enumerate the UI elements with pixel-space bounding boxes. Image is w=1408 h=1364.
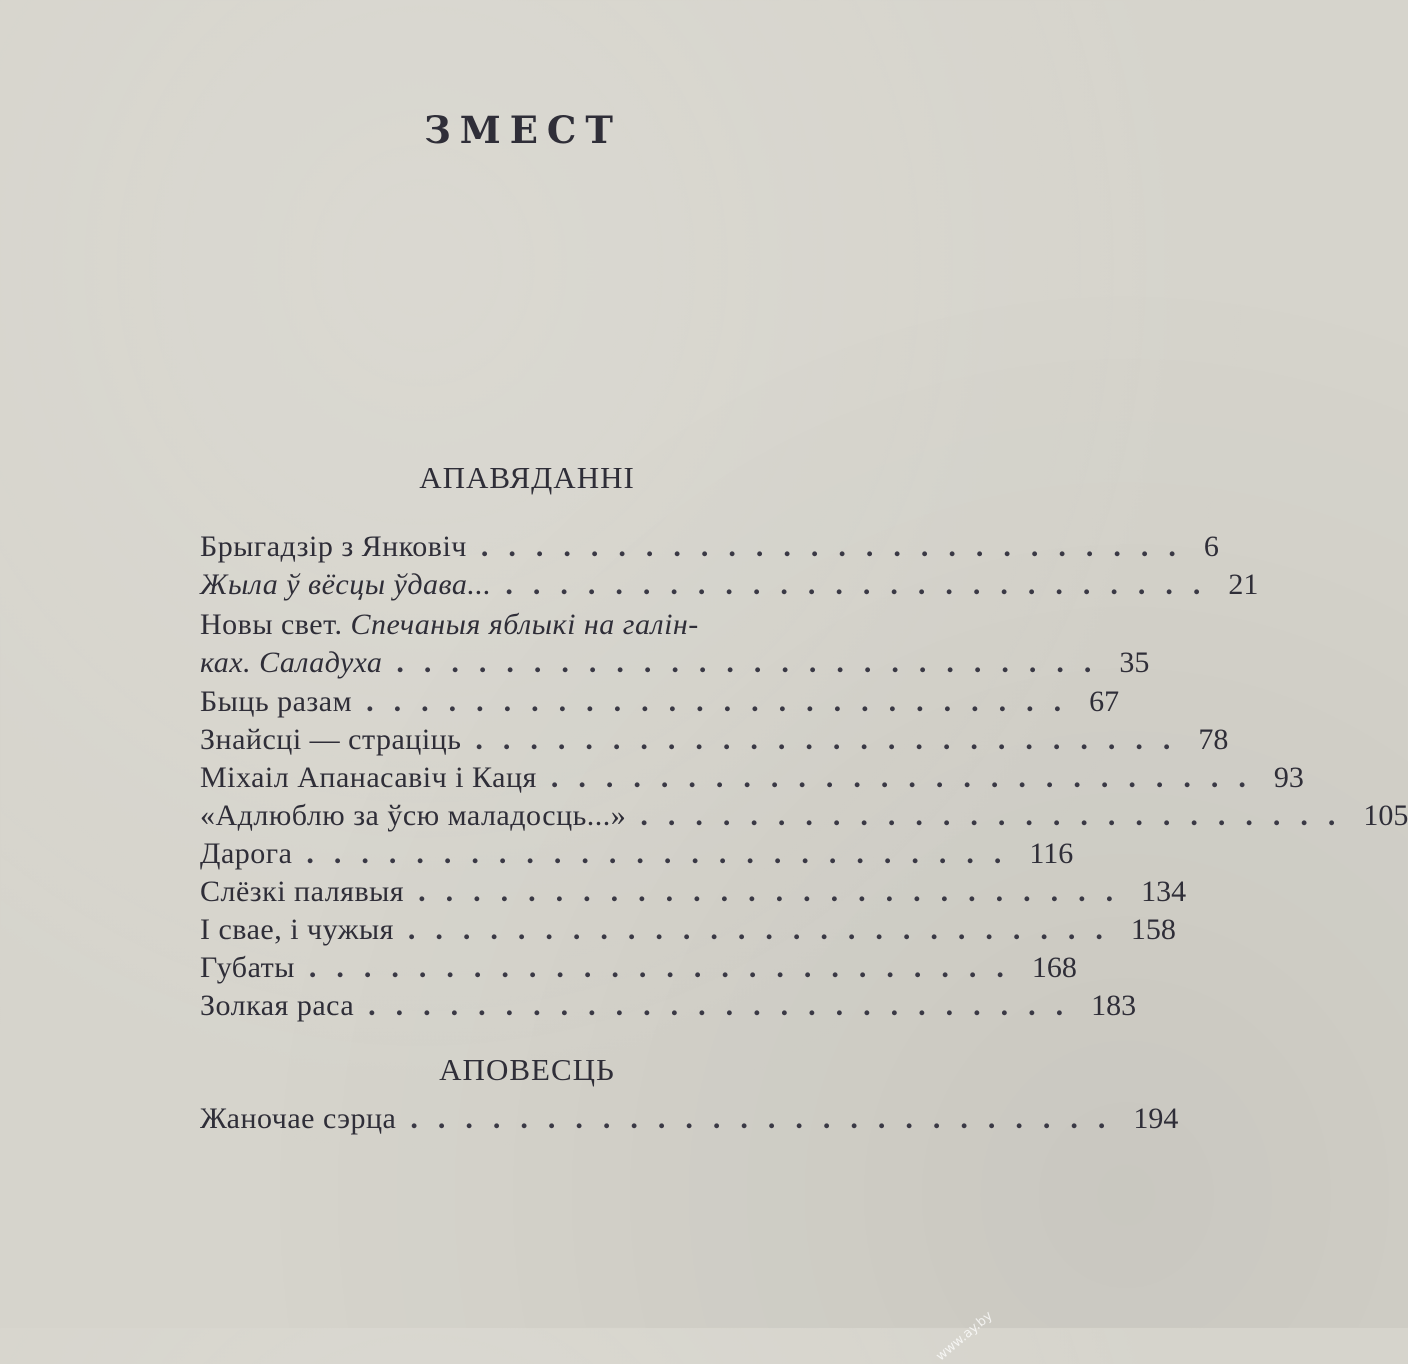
leader-dots: .......................... [550, 761, 1266, 794]
leader-dots: .......................... [366, 685, 1082, 718]
toc-entry-page: 168 [1031, 951, 1077, 984]
toc-entry-page: 93 [1273, 761, 1304, 794]
section-heading-stories: АПАВЯДАННІ [419, 460, 635, 495]
leader-dots: .......................... [306, 837, 1022, 870]
toc-entry-title: Знайсці — страціць [200, 723, 462, 756]
leader-dots: .......................... [410, 1102, 1126, 1135]
leader-dots: .......................... [368, 989, 1084, 1022]
toc-entry-title: Жаночае сэрца [200, 1102, 397, 1135]
toc-entry-title: Брыгадзір з Янковіч [200, 530, 467, 563]
leader-dots: .......................... [418, 875, 1134, 908]
toc-entry [200, 913, 1176, 951]
toc-entry-title: Быць разам [200, 685, 353, 718]
toc-entry-page: 183 [1091, 989, 1137, 1022]
toc-entry-page: 6 [1203, 530, 1219, 563]
toc-entry-title: Дарога [200, 837, 293, 870]
toc-entry-page: 35 [1119, 646, 1150, 679]
toc-entry-page: 134 [1141, 875, 1187, 908]
toc-entry-title [200, 608, 699, 642]
leader-dots: .......................... [396, 646, 1112, 679]
leader-dots: .......................... [505, 568, 1221, 601]
toc-entry-title-continuation: ках. Саладуха [200, 646, 383, 679]
toc-entry-title-plain: Новы свет. [200, 608, 343, 641]
toc-entry-title: Міхаіл Апанасавіч і Каця [200, 761, 537, 794]
section-heading-novella: АПОВЕСЦЬ [439, 1052, 615, 1087]
leader-dots: .......................... [480, 530, 1196, 563]
toc-entry [200, 608, 855, 646]
toc-entry [200, 875, 1187, 913]
toc-entry-page: 67 [1089, 685, 1120, 718]
toc-entry-page: 78 [1198, 723, 1229, 756]
toc-entry-title-italic: Спечаныя яблыкі на галін- [350, 608, 699, 641]
toc-entry [200, 951, 1077, 989]
toc-entry [200, 685, 1120, 723]
toc-entry-title: І свае, і чужыя [200, 913, 394, 946]
toc-entry-page: 116 [1029, 837, 1074, 870]
toc-entry-title: Губаты [200, 951, 295, 984]
page-title: ЗМЕСТ [424, 108, 622, 152]
toc-entry-page: 158 [1130, 913, 1176, 946]
leader-dots: .......................... [640, 799, 1356, 832]
toc-entry-page: 21 [1228, 568, 1259, 601]
toc-entry [200, 530, 1219, 568]
toc-entry [200, 837, 1074, 875]
leader-dots: .......................... [308, 951, 1024, 984]
watermark: www.ay.by [933, 1308, 996, 1364]
toc-entry [200, 723, 1229, 761]
toc-entry-title: Жыла ў вёсцы ўдава... [200, 568, 492, 601]
toc-entry [200, 568, 1259, 606]
toc-entry-title: Слёзкі палявыя [200, 875, 405, 908]
toc-entry [200, 989, 1137, 1027]
leader-dots: .......................... [475, 723, 1191, 756]
toc-entry-title: Золкая раса [200, 989, 355, 1022]
toc-entry [200, 646, 1150, 684]
toc-entry [200, 799, 1408, 837]
leader-dots: .......................... [407, 913, 1123, 946]
toc-entry-page: 194 [1133, 1102, 1179, 1135]
toc-entry-page: 105 [1363, 799, 1408, 832]
toc-entry-title: «Адлюблю за ўсю маладосць...» [200, 799, 627, 832]
toc-entry [200, 1102, 1179, 1140]
toc-entry [200, 761, 1304, 799]
